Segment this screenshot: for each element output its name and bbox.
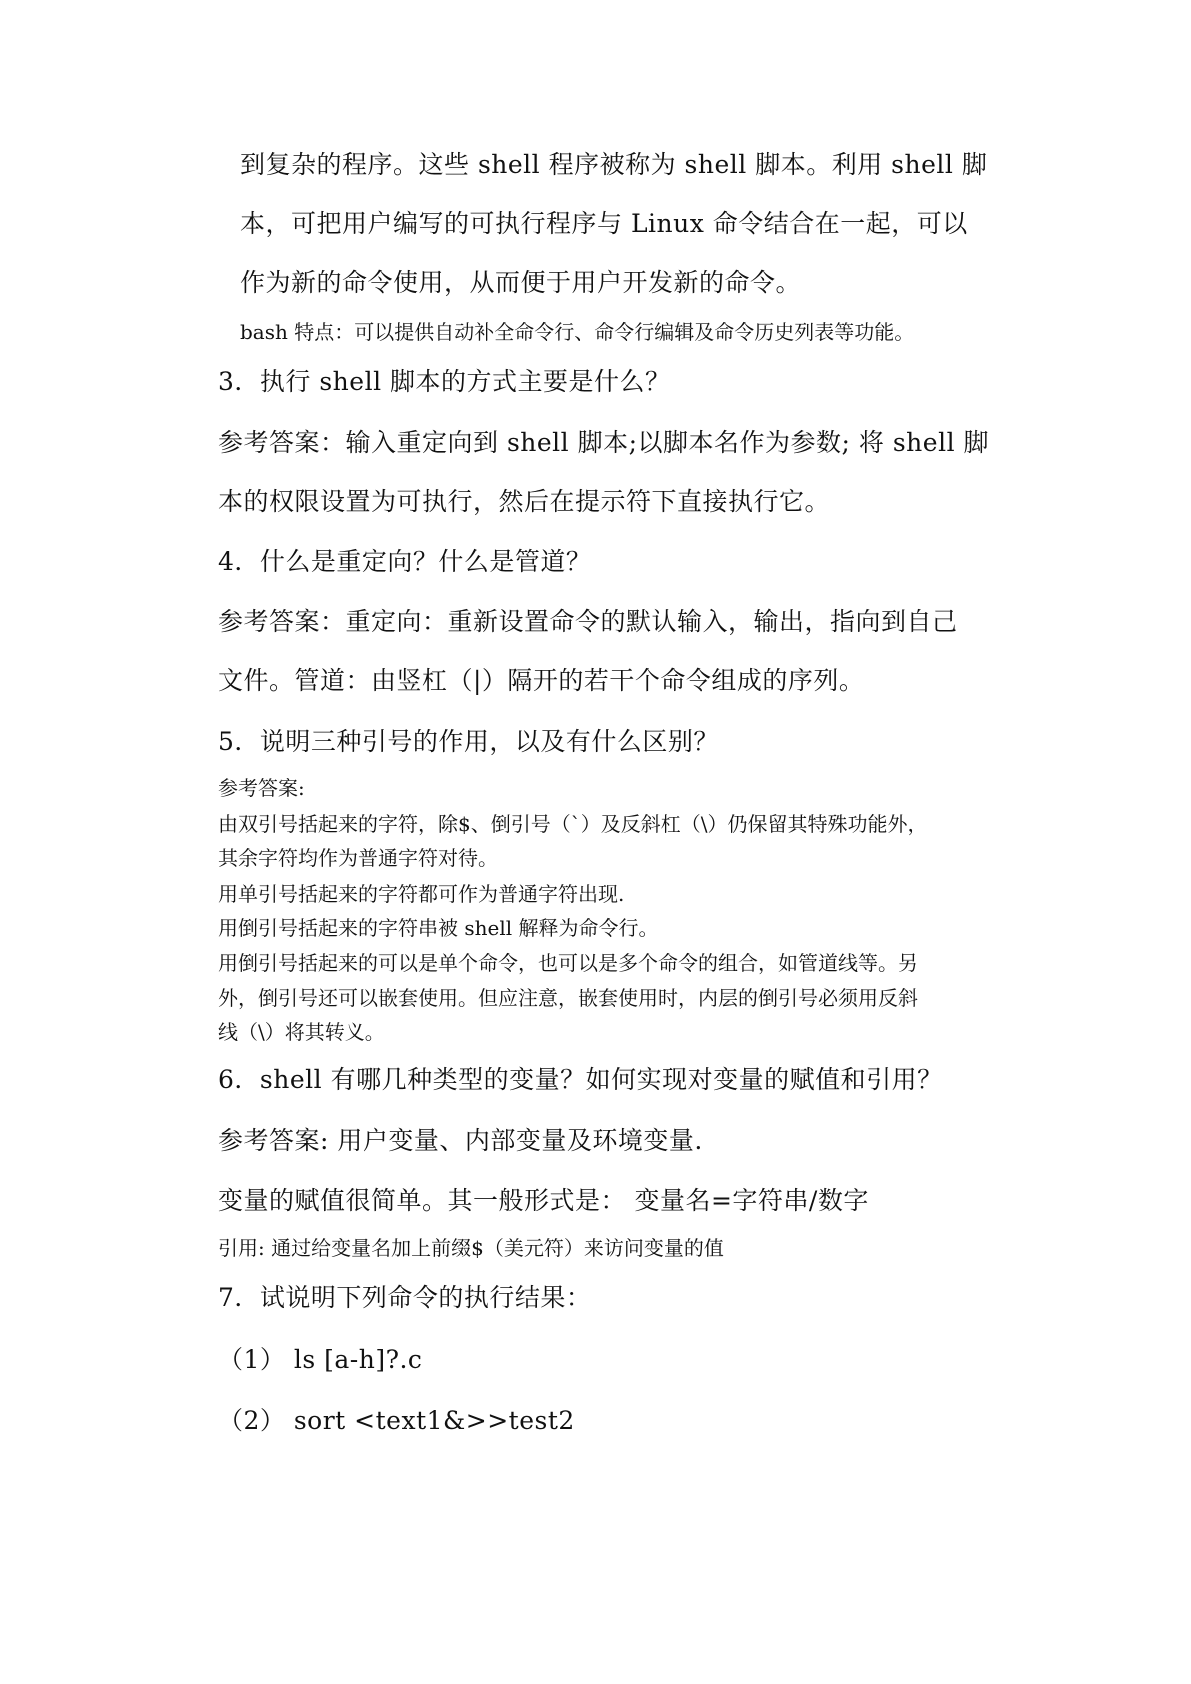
answer-3-line-2: 本的权限设置为可执行，然后在提示符下直接执行它。: [218, 487, 831, 516]
answer-5-line-7: 外，倒引号还可以嵌套使用。但应注意，嵌套使用时，内层的倒引号必须用反斜: [218, 986, 918, 1010]
answer-5-line-4: 用单引号括起来的字符都可作为普通字符出现.: [218, 882, 625, 906]
answer-6-line-1: 参考答案: 用户变量、内部变量及环境变量.: [218, 1126, 703, 1155]
answer-4-line-1: 参考答案：重定向：重新设置命令的默认输入，输出，指向到自己: [218, 607, 958, 636]
question-6: 6．shell 有哪几种类型的变量？如何实现对变量的赋值和引用？: [218, 1065, 943, 1094]
intro-line-2: 本，可把用户编写的可执行程序与 Linux 命令结合在一起，可以: [240, 209, 968, 238]
variable-reference-note: 引用: 通过给变量名加上前缀$（美元符）来访问变量的值: [218, 1236, 724, 1260]
question-5: 5．说明三种引号的作用，以及有什么区别？: [218, 727, 719, 756]
answer-3-line-1: 参考答案：输入重定向到 shell 脚本;以脚本名作为参数; 将 shell 脚: [218, 428, 990, 457]
answer-5-line-5: 用倒引号括起来的字符串被 shell 解释为命令行。: [218, 916, 659, 940]
command-item-2: （2） sort <text1&>>test2: [218, 1406, 575, 1435]
question-3: 3．执行 shell 脚本的方式主要是什么？: [218, 367, 671, 396]
command-item-1: （1） ls [a-h]?.c: [218, 1345, 423, 1374]
answer-5-line-6: 用倒引号括起来的可以是单个命令，也可以是多个命令的组合，如管道线等。另: [218, 951, 918, 975]
answer-5-line-8: 线（\）将其转义。: [218, 1020, 385, 1044]
intro-line-1: 到复杂的程序。这些 shell 程序被称为 shell 脚本。利用 shell 脚: [240, 150, 988, 179]
answer-5-line-3: 其余字符均作为普通字符对待。: [218, 846, 498, 870]
question-4: 4．什么是重定向？什么是管道？: [218, 547, 592, 576]
answer-5-line-2: 由双引号括起来的字符，除$、倒引号（`）及反斜杠（\）仍保留其特殊功能外，: [218, 812, 928, 836]
question-7: 7．试说明下列命令的执行结果：: [218, 1283, 592, 1312]
answer-4-line-2: 文件。管道：由竖杠（|）隔开的若干个命令组成的序列。: [218, 666, 865, 695]
answer-6-line-2: 变量的赋值很简单。其一般形式是： 变量名=字符串/数字: [218, 1186, 869, 1215]
intro-line-3: 作为新的命令使用，从而便于用户开发新的命令。: [240, 268, 802, 297]
bash-feature-note: bash 特点：可以提供自动补全命令行、命令行编辑及命令历史列表等功能。: [240, 320, 915, 344]
answer-5-line-1: 参考答案:: [218, 776, 305, 800]
